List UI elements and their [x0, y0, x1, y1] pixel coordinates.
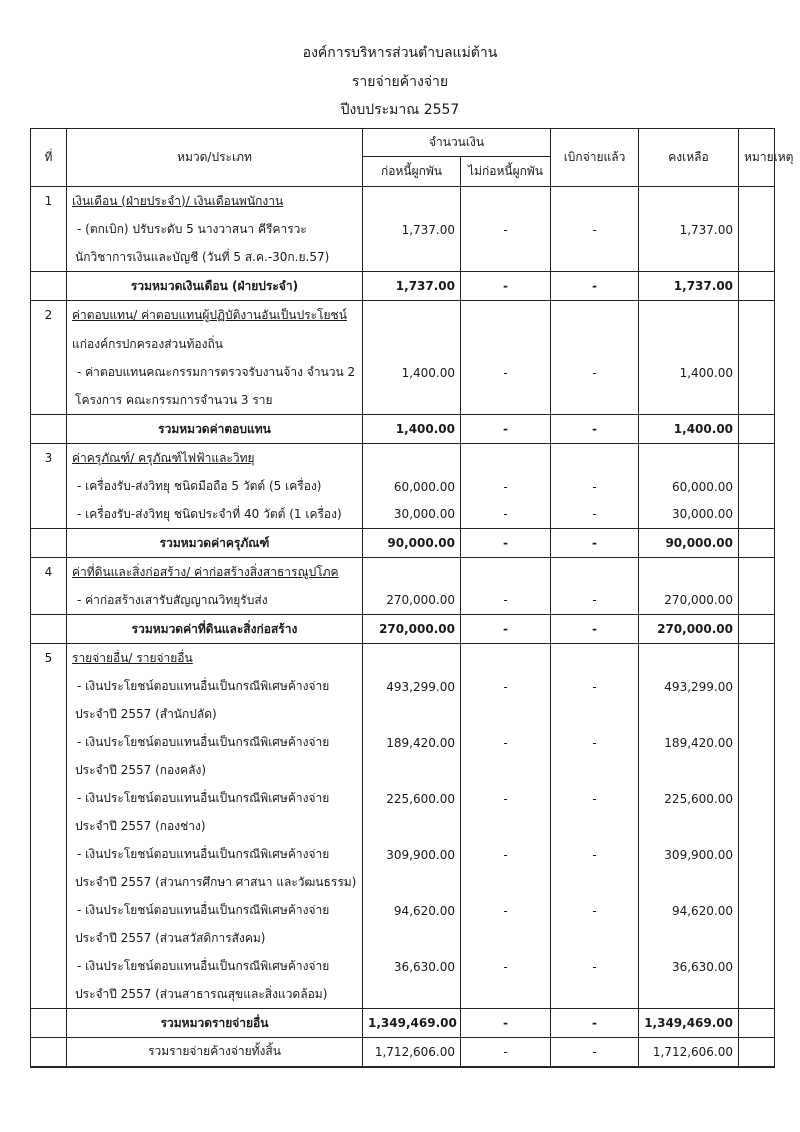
empty-cell [739, 701, 775, 729]
empty-cell [551, 925, 639, 953]
disbursed-cell: - [551, 529, 639, 558]
section-number-blank [31, 216, 67, 244]
empty-cell [363, 558, 461, 587]
section-number-blank [31, 587, 67, 615]
section-number-blank [31, 501, 67, 529]
table-row [31, 587, 775, 615]
item-description: ประจำปี 2557 (กองคลัง) [67, 757, 363, 785]
obligated-cell: 90,000.00 [363, 529, 461, 558]
not-obligated-cell: - [461, 1009, 551, 1038]
remaining-cell: 189,420.00 [639, 729, 739, 757]
section-number: 2 [31, 301, 67, 330]
table-row [31, 757, 775, 785]
section-number-blank [31, 272, 67, 301]
note-cell [739, 841, 775, 869]
table-row [31, 981, 775, 1009]
item-description: ประจำปี 2557 (สำนักปลัด) [67, 701, 363, 729]
disbursed-cell: - [551, 953, 639, 981]
remaining-cell: 1,349,469.00 [639, 1009, 739, 1038]
disbursed-cell: - [551, 473, 639, 501]
not-obligated-cell: - [461, 1038, 551, 1067]
col-not-obligated-header: ไม่ก่อหนี้ผูกพัน [461, 157, 551, 187]
item-description: - เงินประโยชน์ตอบแทนอื่นเป็นกรณีพิเศษค้างจ่าย [67, 673, 363, 701]
item-description: ประจำปี 2557 (ส่วนสวัสดิการสังคม) [67, 925, 363, 953]
table-row [31, 415, 775, 444]
empty-cell [363, 330, 461, 359]
empty-cell [551, 869, 639, 897]
not-obligated-cell: - [461, 953, 551, 981]
empty-cell [551, 701, 639, 729]
obligated-cell: 493,299.00 [363, 673, 461, 701]
item-description: ประจำปี 2557 (กองช่าง) [67, 813, 363, 841]
note-cell [739, 897, 775, 925]
disbursed-cell: - [551, 415, 639, 444]
disbursed-cell: - [551, 841, 639, 869]
empty-cell [363, 757, 461, 785]
disbursed-cell: - [551, 272, 639, 301]
not-obligated-cell: - [461, 501, 551, 529]
section-number-blank [31, 529, 67, 558]
table-row [31, 1009, 775, 1038]
empty-cell [363, 644, 461, 673]
empty-cell [739, 244, 775, 272]
col-note-header: หมายเหตุ [739, 129, 775, 187]
table-body [31, 187, 775, 1067]
empty-cell [639, 869, 739, 897]
remaining-cell: 1,400.00 [639, 415, 739, 444]
item-description: - เงินประโยชน์ตอบแทนอื่นเป็นกรณีพิเศษค้างจ่าย [67, 785, 363, 813]
remaining-cell: 1,712,606.00 [639, 1038, 739, 1067]
empty-cell [461, 757, 551, 785]
empty-cell [739, 644, 775, 673]
item-description: ประจำปี 2557 (ส่วนการศึกษา ศาสนา และวัฒนธรรม) [67, 869, 363, 897]
obligated-cell: 270,000.00 [363, 587, 461, 615]
section-number: 5 [31, 644, 67, 673]
remaining-cell: 1,400.00 [639, 359, 739, 387]
item-description: - เครื่องรับ-ส่งวิทยุ ชนิดมือถือ 5 วัตต์ (5 เครื่อง) [67, 473, 363, 501]
disbursed-cell: - [551, 615, 639, 644]
empty-cell [461, 444, 551, 473]
remaining-cell: 36,630.00 [639, 953, 739, 981]
empty-cell [551, 387, 639, 415]
table-row [31, 615, 775, 644]
empty-cell [363, 981, 461, 1009]
remaining-cell: 30,000.00 [639, 501, 739, 529]
obligated-cell: 36,630.00 [363, 953, 461, 981]
empty-cell [739, 757, 775, 785]
section-number-blank [31, 953, 67, 981]
empty-cell [363, 444, 461, 473]
table-row [31, 187, 775, 216]
empty-cell [363, 813, 461, 841]
section-total-label: รวมหมวดเงินเดือน (ฝ่ายประจำ) [67, 272, 363, 301]
item-description: นักวิชาการเงินและบัญชี (วันที่ 5 ส.ค.-30ก.ย.57) [67, 244, 363, 272]
section-number-blank [31, 1009, 67, 1038]
empty-cell [461, 301, 551, 330]
empty-cell [739, 558, 775, 587]
obligated-cell: 94,620.00 [363, 897, 461, 925]
empty-cell [461, 981, 551, 1009]
section-number-blank [31, 785, 67, 813]
remaining-cell: 90,000.00 [639, 529, 739, 558]
section-heading: เงินเดือน (ฝ่ายประจำ)/ เงินเดือนพนักงาน [67, 187, 363, 216]
empty-cell [739, 925, 775, 953]
note-cell [739, 729, 775, 757]
item-description: - เงินประโยชน์ตอบแทนอื่นเป็นกรณีพิเศษค้างจ่าย [67, 953, 363, 981]
empty-cell [739, 330, 775, 359]
empty-cell [461, 558, 551, 587]
not-obligated-cell: - [461, 587, 551, 615]
section-number-blank [31, 981, 67, 1009]
table-row [31, 813, 775, 841]
section-number: 1 [31, 187, 67, 216]
obligated-cell: 225,600.00 [363, 785, 461, 813]
empty-cell [363, 925, 461, 953]
table-row [31, 953, 775, 981]
empty-cell [739, 869, 775, 897]
note-cell [739, 473, 775, 501]
note-cell [739, 615, 775, 644]
empty-cell [551, 301, 639, 330]
table-row [31, 359, 775, 387]
obligated-cell: 1,712,606.00 [363, 1038, 461, 1067]
item-description: - เงินประโยชน์ตอบแทนอื่นเป็นกรณีพิเศษค้างจ่าย [67, 897, 363, 925]
remaining-cell: 270,000.00 [639, 615, 739, 644]
disbursed-cell: - [551, 359, 639, 387]
item-description: - เงินประโยชน์ตอบแทนอื่นเป็นกรณีพิเศษค้างจ่าย [67, 841, 363, 869]
disbursed-cell: - [551, 785, 639, 813]
section-number-blank [31, 729, 67, 757]
section-heading: ค่าครุภัณฑ์/ ครุภัณฑ์ไฟฟ้าและวิทยุ [67, 444, 363, 473]
table-row [31, 558, 775, 587]
note-cell [739, 216, 775, 244]
disbursed-cell: - [551, 673, 639, 701]
section-number-blank [31, 869, 67, 897]
disbursed-cell: - [551, 1009, 639, 1038]
section-number-blank [31, 841, 67, 869]
empty-cell [639, 701, 739, 729]
not-obligated-cell: - [461, 897, 551, 925]
section-number: 3 [31, 444, 67, 473]
table-row [31, 869, 775, 897]
empty-cell [551, 444, 639, 473]
empty-cell [461, 387, 551, 415]
disbursed-cell: - [551, 587, 639, 615]
empty-cell [363, 244, 461, 272]
obligated-cell: 1,737.00 [363, 272, 461, 301]
item-description: - (ตกเบิก) ปรับระดับ 5 นางวาสนา คีรีคารวะ [67, 216, 363, 244]
empty-cell [551, 244, 639, 272]
not-obligated-cell: - [461, 473, 551, 501]
section-total-label: รวมหมวดค่าครุภัณฑ์ [67, 529, 363, 558]
empty-cell [551, 330, 639, 359]
remaining-cell: 94,620.00 [639, 897, 739, 925]
note-cell [739, 587, 775, 615]
note-cell [739, 529, 775, 558]
empty-cell [551, 644, 639, 673]
empty-cell [461, 701, 551, 729]
empty-cell [363, 701, 461, 729]
empty-cell [639, 757, 739, 785]
not-obligated-cell: - [461, 272, 551, 301]
not-obligated-cell: - [461, 841, 551, 869]
section-total-label: รวมหมวดค่าที่ดินและสิ่งก่อสร้าง [67, 615, 363, 644]
obligated-cell: 1,400.00 [363, 415, 461, 444]
empty-cell [551, 757, 639, 785]
section-number: 4 [31, 558, 67, 587]
section-number-blank [31, 244, 67, 272]
empty-cell [461, 644, 551, 673]
grand-total-label: รวมรายจ่ายค้างจ่ายทั้งสิ้น [67, 1038, 363, 1067]
section-number-blank [31, 473, 67, 501]
table-row [31, 1038, 775, 1067]
item-description: โครงการ คณะกรรมการจำนวน 3 ราย [67, 387, 363, 415]
item-description: - ค่าตอบแทนคณะกรรมการตรวจรับงานจ้าง จำนวน 2 [67, 359, 363, 387]
empty-cell [639, 558, 739, 587]
section-heading: แก่องค์กรปกครองส่วนท้องถิ่น [67, 330, 363, 359]
note-cell [739, 785, 775, 813]
empty-cell [551, 813, 639, 841]
empty-cell [639, 301, 739, 330]
empty-cell [639, 187, 739, 216]
remaining-cell: 225,600.00 [639, 785, 739, 813]
item-description: ประจำปี 2557 (ส่วนสาธารณสุขและสิ่งแวดล้อม) [67, 981, 363, 1009]
not-obligated-cell: - [461, 673, 551, 701]
col-remaining-header: คงเหลือ [639, 129, 739, 187]
disbursed-cell: - [551, 216, 639, 244]
item-description: - เครื่องรับ-ส่งวิทยุ ชนิดประจำที่ 40 วัตต์ (1 เครื่อง) [67, 501, 363, 529]
org-name: องค์การบริหารส่วนตำบลแม่ต้าน [302, 45, 498, 61]
note-cell [739, 1038, 775, 1067]
empty-cell [739, 301, 775, 330]
col-amount-header: จำนวนเงิน [363, 129, 551, 157]
empty-cell [461, 869, 551, 897]
remaining-cell: 493,299.00 [639, 673, 739, 701]
section-number-blank [31, 673, 67, 701]
not-obligated-cell: - [461, 359, 551, 387]
note-cell [739, 501, 775, 529]
section-heading: รายจ่ายอื่น/ รายจ่ายอื่น [67, 644, 363, 673]
section-number-blank [31, 925, 67, 953]
empty-cell [461, 330, 551, 359]
table-row [31, 330, 775, 359]
section-number-blank [31, 387, 67, 415]
grand-total-no [31, 1038, 67, 1067]
empty-cell [639, 981, 739, 1009]
table-row [31, 501, 775, 529]
not-obligated-cell: - [461, 785, 551, 813]
table-row [31, 216, 775, 244]
empty-cell [363, 301, 461, 330]
section-heading: ค่าตอบแทน/ ค่าตอบแทนผู้ปฏิบัติงานอันเป็นประโยชน์ [67, 301, 363, 330]
document-title: รายจ่ายค้างจ่าย [351, 74, 449, 90]
remaining-cell: 1,737.00 [639, 272, 739, 301]
obligated-cell: 60,000.00 [363, 473, 461, 501]
empty-cell [739, 187, 775, 216]
section-total-label: รวมหมวดรายจ่ายอื่น [67, 1009, 363, 1038]
not-obligated-cell: - [461, 729, 551, 757]
table-row [31, 673, 775, 701]
not-obligated-cell: - [461, 529, 551, 558]
obligated-cell: 189,420.00 [363, 729, 461, 757]
table-row [31, 644, 775, 673]
fiscal-year: ปีงบประมาณ 2557 [340, 102, 460, 118]
table-row [31, 529, 775, 558]
table-row [31, 925, 775, 953]
empty-cell [639, 925, 739, 953]
note-cell [739, 953, 775, 981]
obligated-cell: 30,000.00 [363, 501, 461, 529]
not-obligated-cell: - [461, 615, 551, 644]
col-no-header: ที่ [31, 129, 67, 187]
table-row [31, 897, 775, 925]
remaining-cell: 1,737.00 [639, 216, 739, 244]
not-obligated-cell: - [461, 415, 551, 444]
empty-cell [363, 869, 461, 897]
empty-cell [639, 330, 739, 359]
section-number [31, 330, 67, 359]
obligated-cell: 1,737.00 [363, 216, 461, 244]
not-obligated-cell: - [461, 216, 551, 244]
empty-cell [639, 387, 739, 415]
disbursed-cell: - [551, 501, 639, 529]
empty-cell [551, 558, 639, 587]
empty-cell [551, 187, 639, 216]
empty-cell [461, 187, 551, 216]
disbursed-cell: - [551, 1038, 639, 1067]
section-number-blank [31, 757, 67, 785]
empty-cell [363, 387, 461, 415]
col-obligated-header: ก่อหนี้ผูกพัน [363, 157, 461, 187]
table-row [31, 785, 775, 813]
table-row [31, 729, 775, 757]
section-heading: ค่าที่ดินและสิ่งก่อสร้าง/ ค่าก่อสร้างสิ่งสาธารณูปโภค [67, 558, 363, 587]
empty-cell [551, 981, 639, 1009]
section-number-blank [31, 897, 67, 925]
empty-cell [363, 187, 461, 216]
empty-cell [639, 813, 739, 841]
obligated-cell: 1,349,469.00 [363, 1009, 461, 1038]
empty-cell [461, 813, 551, 841]
table-row [31, 473, 775, 501]
empty-cell [461, 925, 551, 953]
section-number-blank [31, 615, 67, 644]
empty-cell [739, 981, 775, 1009]
note-cell [739, 1009, 775, 1038]
disbursed-cell: - [551, 897, 639, 925]
section-total-label: รวมหมวดค่าตอบแทน [67, 415, 363, 444]
obligated-cell: 309,900.00 [363, 841, 461, 869]
table-row [31, 841, 775, 869]
note-cell [739, 272, 775, 301]
table-row [31, 272, 775, 301]
outstanding-expenses-table [30, 128, 794, 1068]
col-disbursed-header: เบิกจ่ายแล้ว [551, 129, 639, 187]
col-category-header: หมวด/ประเภท [67, 129, 363, 187]
disbursed-cell: - [551, 729, 639, 757]
empty-cell [739, 813, 775, 841]
note-cell [739, 359, 775, 387]
empty-cell [639, 444, 739, 473]
section-number-blank [31, 359, 67, 387]
note-cell [739, 673, 775, 701]
empty-cell [739, 387, 775, 415]
remaining-cell: 60,000.00 [639, 473, 739, 501]
remaining-cell: 270,000.00 [639, 587, 739, 615]
table-row [31, 244, 775, 272]
empty-cell [739, 444, 775, 473]
obligated-cell: 1,400.00 [363, 359, 461, 387]
section-number-blank [31, 415, 67, 444]
item-description: - ค่าก่อสร้างเสารับสัญญาณวิทยุรับส่ง [67, 587, 363, 615]
item-description: - เงินประโยชน์ตอบแทนอื่นเป็นกรณีพิเศษค้างจ่าย [67, 729, 363, 757]
remaining-cell: 309,900.00 [639, 841, 739, 869]
empty-cell [461, 244, 551, 272]
table-row [31, 301, 775, 330]
table-row [31, 444, 775, 473]
table-row [31, 701, 775, 729]
empty-cell [639, 244, 739, 272]
table-row [31, 387, 775, 415]
empty-cell [639, 644, 739, 673]
note-cell [739, 415, 775, 444]
section-number-blank [31, 813, 67, 841]
obligated-cell: 270,000.00 [363, 615, 461, 644]
section-number-blank [31, 701, 67, 729]
